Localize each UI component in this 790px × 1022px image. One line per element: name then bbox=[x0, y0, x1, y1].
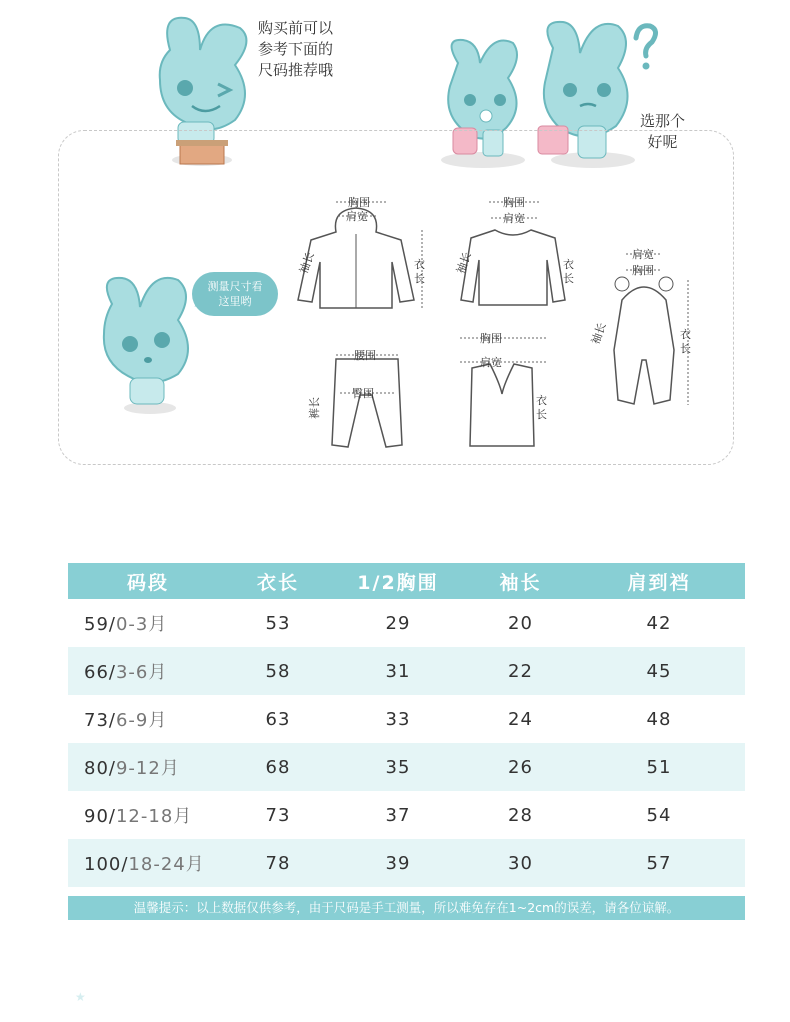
table-header-row bbox=[68, 563, 745, 599]
bubble-line-3: 尺码推荐哦 bbox=[258, 61, 334, 79]
length-cell: 63 bbox=[265, 708, 291, 730]
half-chest-cell: 33 bbox=[385, 708, 411, 730]
sleeve-cell: 26 bbox=[468, 743, 573, 791]
table-row bbox=[68, 839, 745, 887]
hoodie-length-label-2: 长 bbox=[414, 272, 425, 285]
bubble-line-1: 购买前可以 bbox=[258, 19, 334, 37]
sleeve-cell: 22 bbox=[468, 647, 573, 695]
sweater-sleeve-label: 袖长 bbox=[454, 250, 474, 276]
romper-length-label-1: 衣 bbox=[680, 328, 691, 341]
sleeve-cell: 30 bbox=[468, 839, 573, 887]
half-chest-cell: 29 bbox=[385, 612, 411, 634]
sweater-chest-label: 胸围 bbox=[503, 196, 525, 209]
pants-length-label: 裤长 bbox=[308, 397, 321, 419]
top-left-bubble bbox=[258, 18, 333, 81]
hoodie-sleeve-label: 袖长 bbox=[297, 250, 317, 276]
table-row bbox=[68, 743, 745, 791]
header-sleeve: 袖长 bbox=[468, 563, 573, 599]
length-cell: 78 bbox=[228, 839, 328, 887]
vest-diagram bbox=[450, 328, 560, 453]
hoodie-diagram bbox=[296, 190, 436, 320]
sleeve-cell: 24 bbox=[508, 708, 533, 730]
speech-bubble bbox=[192, 272, 278, 316]
header-length: 衣长 bbox=[228, 563, 328, 599]
size-number: 73/ bbox=[84, 710, 116, 731]
bubble-line-2: 参考下面的 bbox=[258, 40, 334, 58]
romper-sleeve-label: 袖长 bbox=[588, 321, 609, 347]
vest-shoulder-label: 肩宽 bbox=[480, 356, 502, 369]
size-number: 90/ bbox=[84, 806, 116, 827]
romper-length-label-2: 长 bbox=[680, 342, 691, 355]
length-cell: 68 bbox=[228, 743, 328, 791]
size-age: 9-12月 bbox=[115, 758, 180, 779]
header-half-chest: 1/2胸围 bbox=[328, 563, 468, 599]
shoulder-crotch-cell: 45 bbox=[573, 647, 745, 695]
bubble-line-1: 选那个 bbox=[640, 112, 686, 130]
half-chest-cell: 37 bbox=[385, 804, 411, 826]
mascot-pointing-illustration bbox=[90, 262, 205, 418]
romper-shoulder-label: 肩宽 bbox=[632, 248, 654, 261]
header-size: 码段 bbox=[68, 563, 228, 599]
size-number: 80/ bbox=[84, 758, 116, 779]
hoodie-shoulder-label: 肩宽 bbox=[346, 210, 368, 223]
shoulder-crotch-cell: 57 bbox=[573, 839, 745, 887]
size-cell bbox=[68, 647, 228, 695]
length-cell: 73 bbox=[265, 804, 291, 826]
sweater-length-label-2: 长 bbox=[563, 272, 574, 285]
half-chest-cell: 31 bbox=[328, 647, 468, 695]
shoulder-crotch-cell: 51 bbox=[573, 743, 745, 791]
hoodie-chest-label: 胸围 bbox=[348, 196, 370, 209]
size-number: 66/ bbox=[84, 662, 116, 683]
size-cell bbox=[68, 599, 228, 647]
speech-line-2: 这里哟 bbox=[218, 295, 252, 308]
romper-diagram bbox=[586, 240, 696, 415]
table-row bbox=[68, 695, 745, 743]
vest-chest-label: 胸围 bbox=[480, 332, 502, 345]
header-shoulder-crotch: 肩到裆 bbox=[573, 563, 745, 599]
sweater-shoulder-label: 肩宽 bbox=[503, 212, 525, 225]
size-age: 6-9月 bbox=[115, 710, 168, 731]
table-row bbox=[68, 599, 745, 647]
size-age: 12-18月 bbox=[115, 806, 193, 827]
sweater-diagram bbox=[455, 190, 580, 315]
size-cell bbox=[68, 839, 228, 887]
sweater-length-label-1: 衣 bbox=[563, 258, 574, 271]
length-cell: 53 bbox=[265, 612, 291, 634]
romper-chest-label: 胸围 bbox=[632, 264, 654, 277]
hoodie-length-label-1: 衣 bbox=[414, 258, 425, 271]
sleeve-cell: 28 bbox=[508, 804, 533, 826]
length-cell: 58 bbox=[228, 647, 328, 695]
shoulder-crotch-cell: 42 bbox=[646, 612, 672, 634]
pants-diagram bbox=[310, 345, 415, 455]
speech-line-1: 测量尺寸看 bbox=[207, 280, 263, 293]
sleeve-cell: 20 bbox=[508, 612, 533, 634]
size-age: 0-3月 bbox=[115, 614, 168, 635]
size-age: 3-6月 bbox=[115, 662, 168, 683]
bubble-line-2: 好呢 bbox=[647, 133, 678, 151]
size-cell bbox=[68, 695, 228, 743]
table-row bbox=[68, 647, 745, 695]
size-number: 100/ bbox=[84, 854, 129, 875]
table-row bbox=[68, 791, 745, 839]
size-age: 18-24月 bbox=[128, 854, 205, 875]
tip-note: 温馨提示：以上数据仅供参考，由于尺码是手工测量，所以难免存在1~2cm的误差，请各位谅解。 bbox=[68, 896, 745, 920]
vest-length-label-2: 长 bbox=[536, 408, 547, 421]
size-table bbox=[68, 563, 745, 887]
size-cell bbox=[68, 743, 228, 791]
vest-length-label-1: 衣 bbox=[536, 394, 547, 407]
pants-waist-label: 腰围 bbox=[354, 349, 376, 362]
shoulder-crotch-cell: 48 bbox=[646, 708, 672, 730]
size-number: 59/ bbox=[84, 614, 116, 635]
pants-hip-label: 臀围 bbox=[352, 387, 374, 400]
half-chest-cell: 39 bbox=[328, 839, 468, 887]
shoulder-crotch-cell: 54 bbox=[646, 804, 672, 826]
half-chest-cell: 35 bbox=[328, 743, 468, 791]
star-icon: ★ bbox=[75, 990, 86, 1004]
size-cell bbox=[68, 791, 228, 839]
